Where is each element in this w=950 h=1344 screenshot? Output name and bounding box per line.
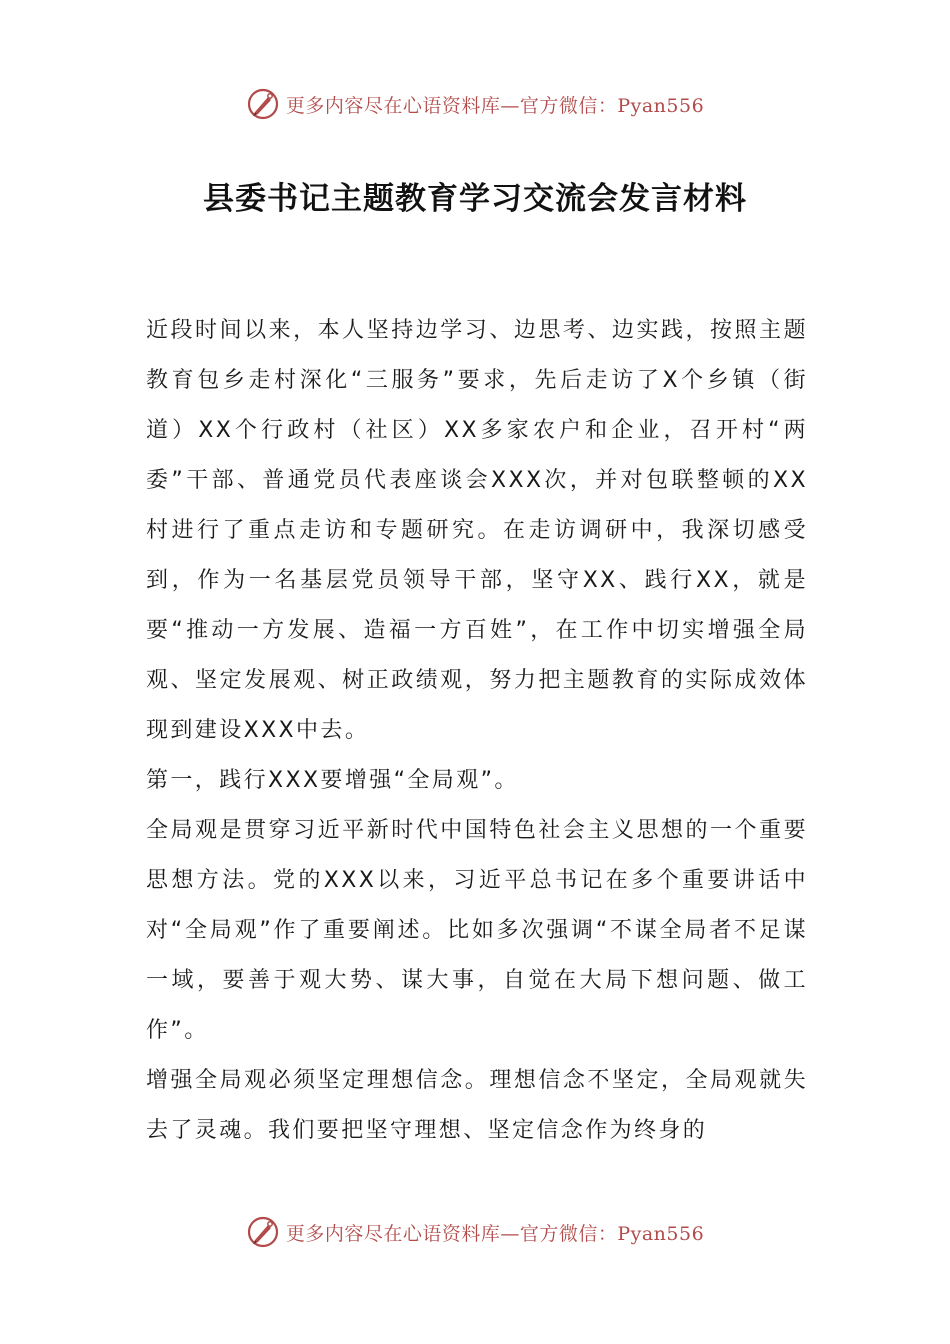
header-banner [0,82,950,126]
paragraph-global-view: 全局观是贯穿习近平新时代中国特色社会主义思想的一个重要思想方法。党的XXX以来，习近平总书记在多个重要讲话中对“全局观”作了重要阐述。比如多次强调“不谋全局者不足谋一域，要善于观大势、谋大事，自觉在大局下想问题、做工作”。 [146,818,808,1043]
document-body [146,306,808,1156]
header-banner-text: 更多内容尽在心语资料库—官方微信：Pyan556 [285,94,705,117]
document-title: 县委书记主题教育学习交流会发言材料 [203,181,747,217]
paragraph-ideals: 增强全局观必须坚定理想信念。理想信念不坚定，全局观就失去了灵魂。我们要把坚守理想、坚定信念作为终身的 [146,1068,808,1143]
paragraph-intro: 近段时间以来，本人坚持边学习、边思考、边实践，按照主题教育包乡走村深化“三服务”要求，先后走访了X个乡镇（街道）XX个行政村（社区）XX多家农户和企业，召开村“两委”干部、普通党员代表座谈会XXX次，并对包联整顿的XX村进行了重点走访和专题研究。在走访调研中，我深切感受到，作为一名基层党员领导干部，坚守XX、践行XX，就是要“推动一方发展、造福一方百姓”，在工作中切实增强全局观、坚定发展观、树正政绩观，努力把主题教育的实际成效体现到建设XXX中去。 [146,318,808,743]
footer-banner-text: 更多内容尽在心语资料库—官方微信：Pyan556 [285,1222,705,1245]
pen-circle-logo-icon [246,87,280,121]
paragraph-heading-1: 第一，践行XXX要增强“全局观”。 [146,768,519,793]
footer-banner [0,1210,950,1254]
pen-circle-logo-icon [246,1215,280,1249]
